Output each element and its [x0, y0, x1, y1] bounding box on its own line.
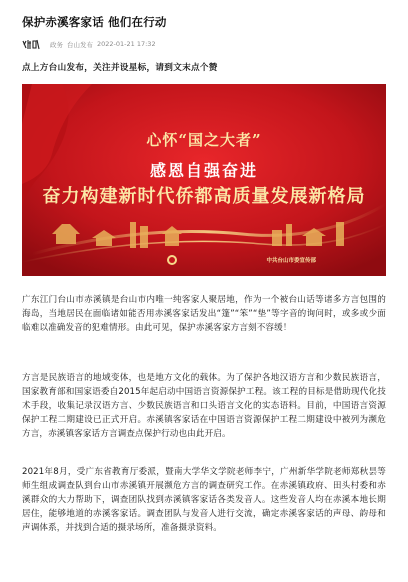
paragraph-1: 广东江门台山市赤溪镇是台山市内唯一纯客家人聚居地，作为一个被台山话等诸多方言包围的海岛，当地居民在面临诸如能否用赤溪客家话发出“篷”“笨”“垫”等字音的询问时，或多或少面临难以准确发音的犯难情形。由此可见，保护赤溪客家方言刻不容缓！ — [22, 295, 386, 333]
banner-image — [22, 84, 386, 276]
banner-headline-1: 心怀“国之大者” — [146, 131, 262, 149]
paragraph-3: 2021年8月，受广东省教育厅委派，暨南大学华文学院老师李宁，广州新华学院老师郑秋昙等师生组成调查队到台山市赤溪镇开展濒危方言的调查研究工作。在赤溪镇政府、田头村委和赤溪群众的大力帮助下，调查团队找到赤溪镇客家话各类发音人。这些发音人均在赤溪本地长期居住，能够地道的赤溪客家话。调查团队与发音人进行交流，确定赤溪客家话的声母、韵母和声调体系，并找到合适的摄录场所，准备摄录资料。 — [22, 467, 386, 533]
author-avatar-icon[interactable] — [22, 39, 40, 50]
banner-headline-2: 感恩自强奋进 — [149, 161, 258, 180]
paragraph-2: 方言是民族语言的地域变体，也是地方文化的载体。为了保护各地汉语方言和少数民族语言，国家教育部和国家语委自2015年起启动中国语言资源保护工程。该工程的目标是借助现代化技术手段，收集记录汉语方言、少数民族语言和口头语言文化的实态语料。目前，中国语言资源保护工程二期建设已正式开启。赤溪镇客家话在中国语言资源保护工程二期建设中被列为濒危方言，赤溪镇客家话方言调查点保护行动也由此开启。 — [22, 373, 386, 439]
banner-headline-3: 奋力构建新时代侨都高质量发展新格局 — [42, 186, 366, 207]
article-author: 政务 — [50, 40, 63, 49]
banner-credit: 中共台山市委宣传部 — [266, 258, 316, 264]
article-header — [22, 14, 392, 50]
article-date: 2022-01-21 17:32 — [97, 40, 156, 48]
intro-text: 点上方台山发布，关注并设星标，请到文末点个赞 — [22, 63, 218, 73]
article-meta — [22, 38, 392, 50]
article-title: 保护赤溪客家话 他们在行动 — [22, 15, 167, 29]
article-source-link[interactable]: 台山发布 — [67, 40, 93, 49]
